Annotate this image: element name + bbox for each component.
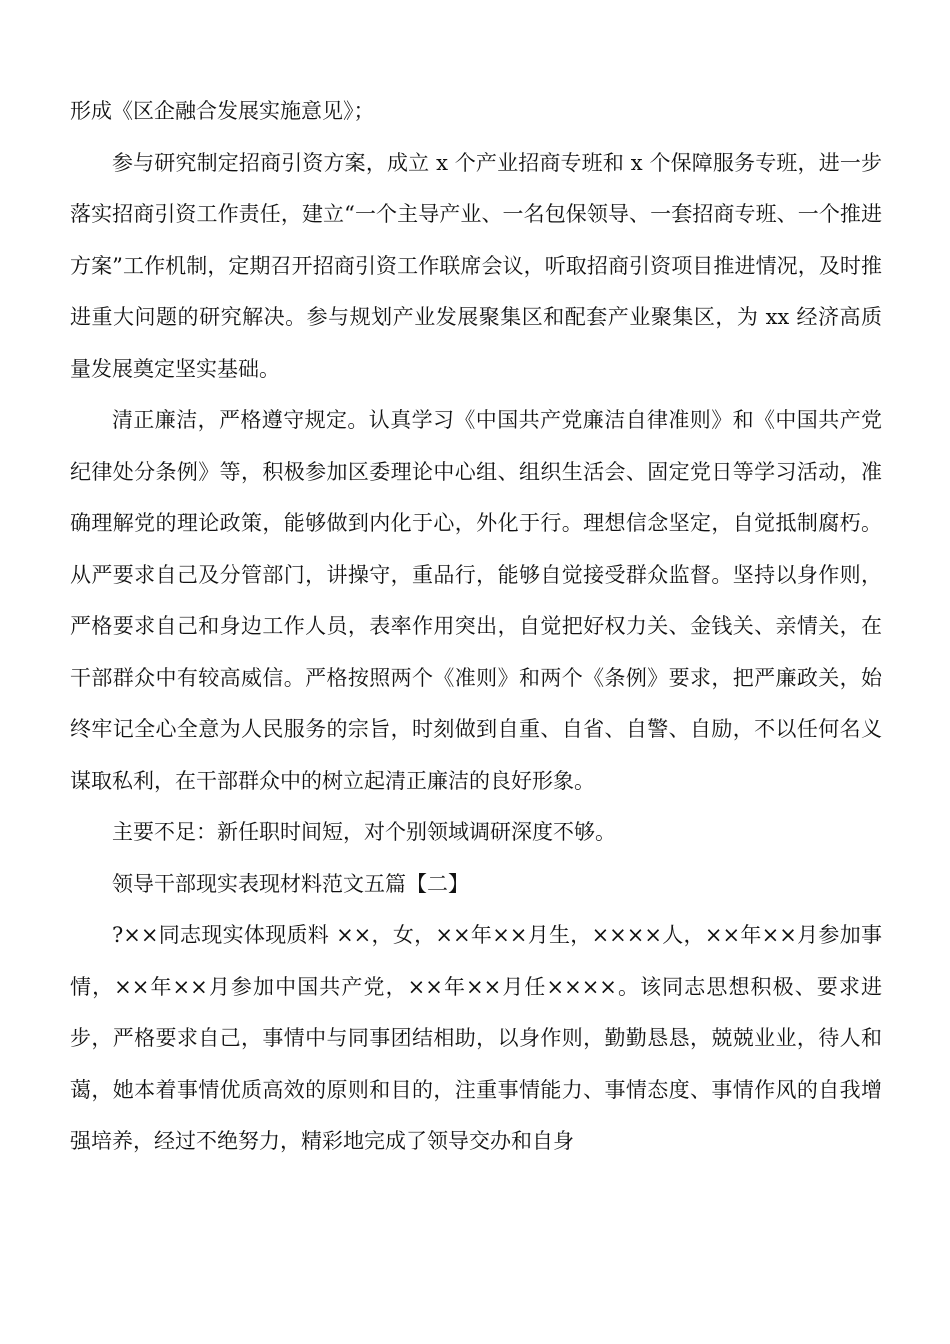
paragraph-comrade-performance: ?××同志现实体现质料 ××，女，××年××月生，××××人，××年××月参加事情，××年××月参加中国共产党，××年××月任××××。该同志思想积极、要求进步，严格要求自己，事情中与同事团结相助，以身作则，勤勤恳恳，兢兢业业，待人和蔼，她本着事情优质高效的原则和目的，注重事情能力、事情态度、事情作风的自我增强培养，经过不绝努力，精彩地完成了领导交办和自身 bbox=[70, 923, 882, 1153]
paragraph-implementation-opinion: 形成《区企融合发展实施意见》； bbox=[70, 99, 375, 123]
section-heading: 领导干部现实表现材料范文五篇【二】 bbox=[112, 871, 469, 896]
paragraph-investment-attraction: 参与研究制定招商引资方案，成立 x 个产业招商专班和 x 个保障服务专班，进一步落实招商引资工作责任，建立“一个主导产业、一名包保领导、一套招商专班、一个推进方案”工作机制，定期召开招商引资工作联席会议，听取招商引资项目推进情况，及时推进重大问题的研究解决。参与规划产业发展聚集区和配套产业聚集区，为 xx 经济高质量发展奠定坚实基础。 bbox=[70, 150, 882, 381]
paragraph-integrity: 清正廉洁，严格遵守规定。认真学习《中国共产党廉洁自律准则》和《中国共产党纪律处分条例》等，积极参加区委理论中心组、组织生活会、固定党日等学习活动，准确理解党的理论政策，能够做到内化于心，外化于行。理想信念坚定，自觉抵制腐朽。从严要求自己及分管部门，讲操守，重品行，能够自觉接受群众监督。坚持以身作则，严格要求自己和身边工作人员，表率作用突出，自觉把好权力关、金钱关、亲情关，在干部群众中有较高威信。严格按照两个《准则》和两个《条例》要求，把严廉政关，始终牢记全心全意为人民服务的宗旨，时刻做到自重、自省、自警、自励，不以任何名义谋取私利，在干部群众中的树立起清正廉洁的良好形象。 bbox=[70, 408, 882, 793]
document-body bbox=[70, 86, 882, 1168]
paragraph-shortcomings: 主要不足：新任职时间短，对个别领域调研深度不够。 bbox=[112, 820, 616, 844]
